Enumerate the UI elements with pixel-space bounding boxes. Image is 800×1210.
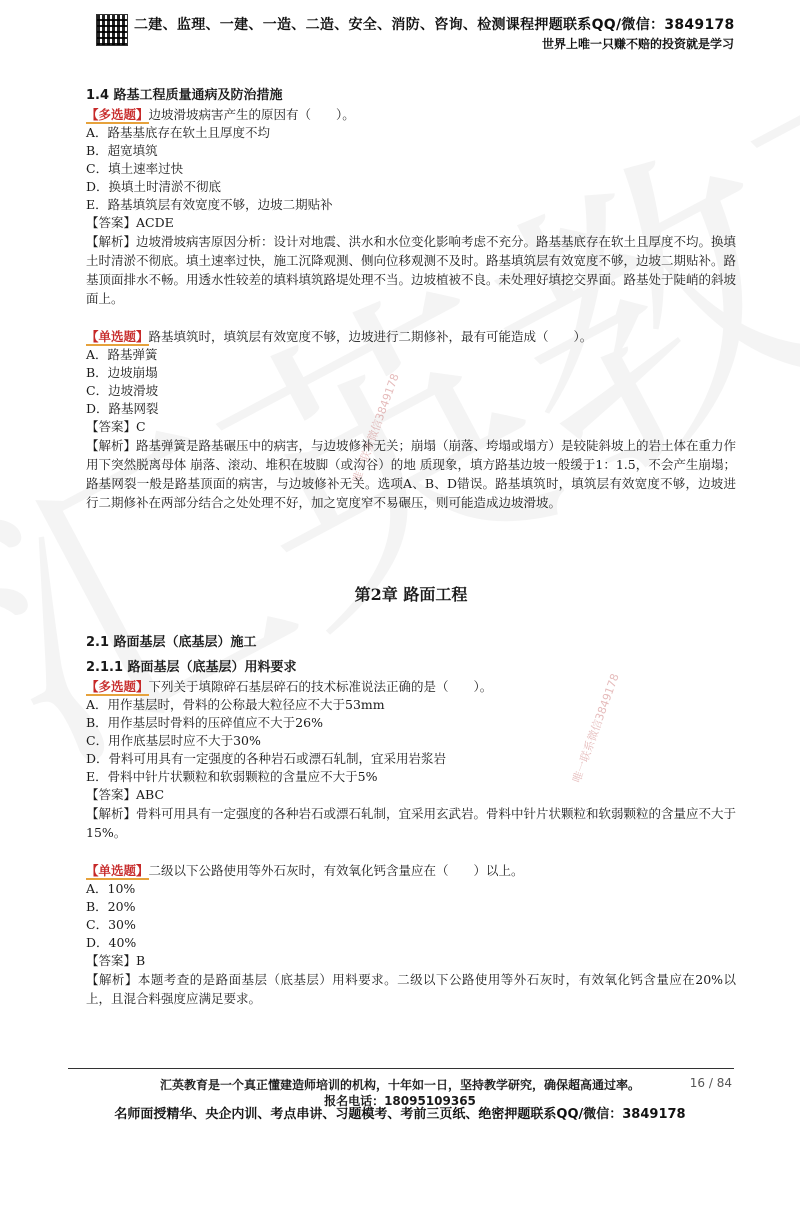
- explanation: 【解析】边坡滑坡病害原因分析：设计对地震、洪水和水位变化影响考虑不充分。路基基底存在软土且厚度不均。换填土时清淤不彻底。填土速率过快，施工沉降观测、侧向位移观测不及时。路基填筑层有效宽度不够，边坡二期贴补。路基顶面排水不畅。用透水性较差的填料填筑路堤处理不当。边坡植被不良。未处理好填挖交界面。路基处于陡峭的斜坡面上。: [86, 234, 737, 306]
- section-1-4-title: 1.4 路基工程质量通病及防治措施: [86, 88, 283, 103]
- answer: 【答案】B: [86, 953, 146, 968]
- option-d: D．骨料可用具有一定强度的各种岩石或漂石轧制，宜采用岩浆岩: [86, 751, 447, 766]
- question-type-tag: 【多选题】: [86, 107, 149, 122]
- answer: 【答案】C: [86, 419, 146, 434]
- option-c: C．用作底基层时应不大于30%: [86, 733, 261, 748]
- option-d: D．40%: [86, 935, 137, 950]
- answer: 【答案】ACDE: [86, 215, 174, 230]
- footer-phone: 报名电话：18095109365: [324, 1094, 476, 1108]
- document-body: [86, 84, 736, 1028]
- option-e: E．路基填筑层有效宽度不够，边坡二期贴补: [86, 197, 333, 212]
- question-stem: 路基填筑时，填筑层有效宽度不够，边坡进行二期修补，最有可能造成（ ）。: [148, 329, 593, 344]
- watermark-contact-1: 唯一联系微信3849178: [350, 371, 402, 485]
- option-c: C．填土速率过快: [86, 161, 184, 176]
- explanation: 【解析】路基弹簧是路基碾压中的病害，与边坡修补无关；崩塌（崩落、垮塌或塌方）是较陡斜坡上的岩土体在重力作用下突然脱离母体 崩落、滚动、堆积在坡脚（或沟谷）的地 质现象，填方路基边坡一般缓于1：1.5，不会产生崩塌；路基网裂一般是路基顶面的病害，与边坡修补无关。选项A、B、D错误。路基填筑时，填筑层有效宽度不够，边坡进行二期修补在两部分结合之处处理不好，加之宽度窄不易碾压，则可能造成边坡滑坡。: [86, 438, 737, 510]
- question-1: [86, 106, 736, 308]
- footer-divider: [68, 1068, 734, 1069]
- footer-slogan: 汇英教育是一个真正懂建造师培训的机构，十年如一日，坚持教学研究，确保超高通过率。: [159, 1078, 640, 1092]
- option-b: B．边坡崩塌: [86, 365, 158, 380]
- option-b: B．20%: [86, 899, 136, 914]
- section-2-1-title: 2.1 路面基层（底基层）施工: [86, 635, 257, 650]
- option-d: D．换填土时清淤不彻底: [86, 179, 222, 194]
- watermark-contact-2: 唯一联系微信3849178: [570, 671, 622, 785]
- question-type-tag: 【单选题】: [86, 329, 149, 344]
- option-a: A．用作基层时，骨料的公称最大粒径应不大于53mm: [86, 697, 385, 712]
- answer: 【答案】ABC: [86, 787, 165, 802]
- question-4: [86, 862, 736, 1008]
- question-stem: 二级以下公路使用等外石灰时，有效氧化钙含量应在（ ）以上。: [148, 863, 524, 878]
- header-slogan: 世界上唯一只赚不赔的投资就是学习: [541, 37, 734, 51]
- option-a: A．路基弹簧: [86, 347, 158, 362]
- option-c: C．边坡滑坡: [86, 383, 159, 398]
- question-stem: 边坡滑坡病害产生的原因有（ ）。: [148, 107, 355, 122]
- explanation: 【解析】骨料可用具有一定强度的各种岩石或漂石轧制，宜采用玄武岩。骨料中针片状颗粒和软弱颗粒的含量应不大于15%。: [86, 806, 737, 840]
- page-number: 16 / 84: [689, 1076, 732, 1090]
- bottom-contact-banner: 名师面授精华、央企内训、考点串讲、习题模考、考前三页纸、绝密押题联系QQ/微信：3849178: [114, 1107, 686, 1122]
- chapter-title: 第2章 路面工程: [354, 585, 468, 604]
- question-3: [86, 678, 736, 842]
- question-type-tag: 【多选题】: [86, 679, 149, 694]
- section-2-1-1-title: 2.1.1 路面基层（底基层）用料要求: [86, 660, 297, 675]
- header-contact-line: 二建、监理、一建、一造、二造、安全、消防、咨询、检测课程押题联系QQ/微信：3849178: [134, 17, 735, 33]
- page-header: [0, 0, 800, 64]
- question-stem: 下列关于填隙碎石基层碎石的技术标准说法正确的是（ ）。: [148, 679, 493, 694]
- option-a: A．10%: [86, 881, 136, 896]
- option-a: A．路基基底存在软土且厚度不均: [86, 125, 271, 140]
- option-d: D．路基网裂: [86, 401, 159, 416]
- option-c: C．30%: [86, 917, 136, 932]
- option-b: B．超宽填筑: [86, 143, 158, 158]
- explanation: 【解析】本题考查的是路面基层（底基层）用料要求。二级以下公路使用等外石灰时，有效氧化钙含量应在20%以上，且混合料强度应满足要求。: [86, 972, 736, 1006]
- qr-code-icon: [96, 14, 128, 46]
- option-e: E．骨料中针片状颗粒和软弱颗粒的含量应不大于5%: [86, 769, 378, 784]
- question-2: [86, 328, 736, 512]
- question-type-tag: 【单选题】: [86, 863, 149, 878]
- option-b: B．用作基层时骨料的压碎值应不大于26%: [86, 715, 323, 730]
